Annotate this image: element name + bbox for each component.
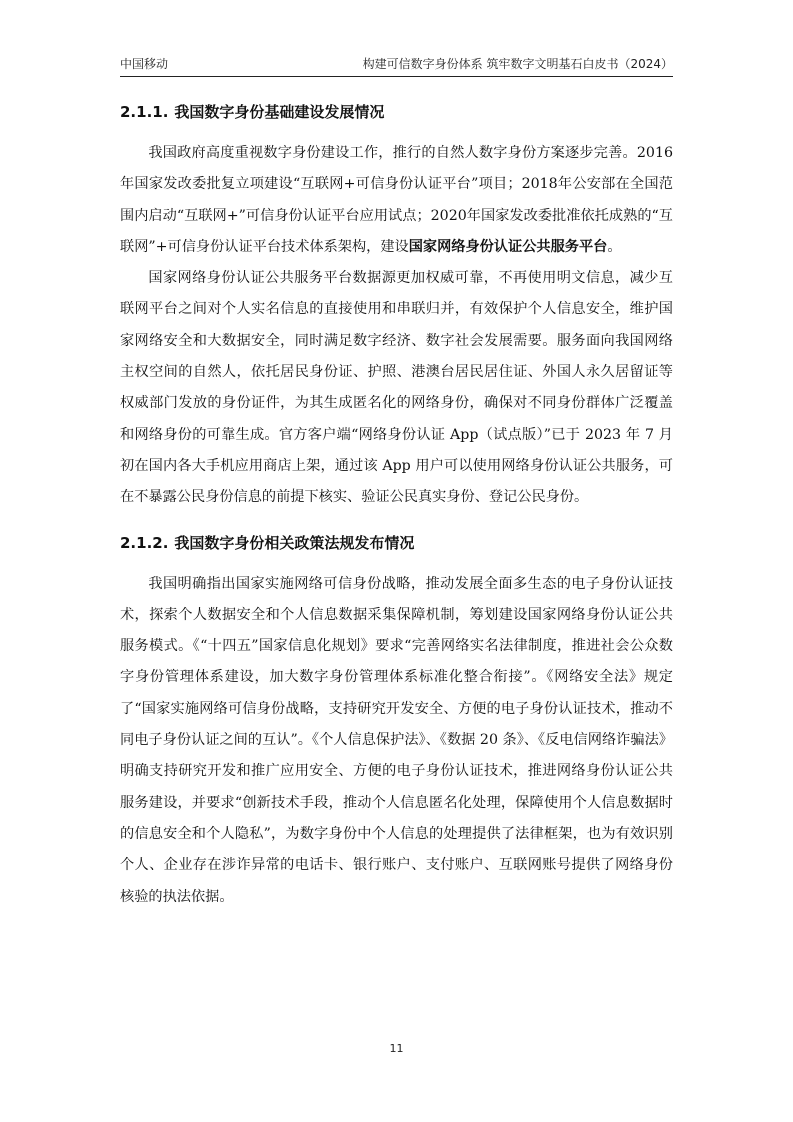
paragraph (120, 138, 673, 263)
paragraph: 国家网络身份认证公共服务平台数据源更加权威可靠，不再使用明文信息，减少互联网平台之间对个人实名信息的直接使用和串联归并，有效保护个人信息安全，维护国家网络安全和大数据安全，同时满足数字经济、数字社会发展需要。服务面向我国网络主权空间的自然人，依托居民身份证、护照、港澳台居民居住证、外国人永久居留证等权威部门发放的身份证件，为其生成匿名化的网络身份，确保对不同身份群体广泛覆盖和网络身份的可靠生成。官方客户端“网络身份认证 App（试点版）”已于 2023 年 7 月初在国内各大手机应用商店上架，通过该 App 用户可以使用网络身份认证公共服务，可在不暴露公民身份信息的前提下核实、验证公民真实身份、登记公民身份。 (120, 270, 673, 506)
section-heading-2-1-2 (120, 529, 673, 557)
paragraph-tail: 。 (607, 238, 622, 255)
header-organization: 中国移动 (120, 57, 169, 71)
document-body (120, 98, 673, 913)
paragraph: 我国明确指出国家实施网络可信身份战略，推动发展全面多生态的电子身份认证技术，探索个人数据安全和个人信息数据采集保障机制，筹划建设国家网络身份认证公共服务模式。《“十四五”国家信息化规划》要求“完善网络实名法律制度，推进社会公众数字身份管理体系建设，加大数字身份管理体系标准化整合衔接”。《网络安全法》规定了“国家实施网络可信身份战略，支持研究开发安全、方便的电子身份认证技术，推动不同电子身份认证之间的互认”。《个人信息保护法》、《数据 20 条》、《反电信网络诈骗法》明确支持研究开发和推广应用安全、方便的电子身份认证技术，推进网络身份认证公共服务建设，并要求“创新技术手段，推动个人信息匿名化处理，保障使用个人信息数据时的信息安全和个人隐私”，为数字身份中个人信息的处理提供了法律框架，也为有效识别个人、企业存在涉诈异常的电话卡、银行账户、支付账户、互联网账号提供了网络身份核验的执法依据。 (120, 575, 673, 905)
page-header (120, 52, 673, 77)
section-number: 2.1.1. (120, 103, 169, 121)
emphasized-text: 国家网络身份认证公共服务平台 (408, 238, 608, 255)
section-heading-2-1-1 (120, 98, 673, 126)
paragraph-text: 我国政府高度重视数字身份建设工作，推行的自然人数字身份方案逐步完善。2016年国家发改委批复立项建设“互联网+可信身份认证平台”项目；2018年公安部在全国范围内启动“互联网+”可信身份认证平台应用试点；2020年国家发改委批准依托成熟的“互联网”+可信身份认证平台技术体系架构，建设 (120, 145, 673, 255)
section-number: 2.1.2. (120, 533, 169, 552)
header-document-title: 构建可信数字身份体系 筑牢数字文明基石白皮书（2024） (362, 57, 673, 71)
page-number: 11 (389, 1042, 404, 1055)
section-title: 我国数字身份基础建设发展情况 (174, 103, 385, 121)
section-title: 我国数字身份相关政策法规发布情况 (174, 533, 415, 552)
